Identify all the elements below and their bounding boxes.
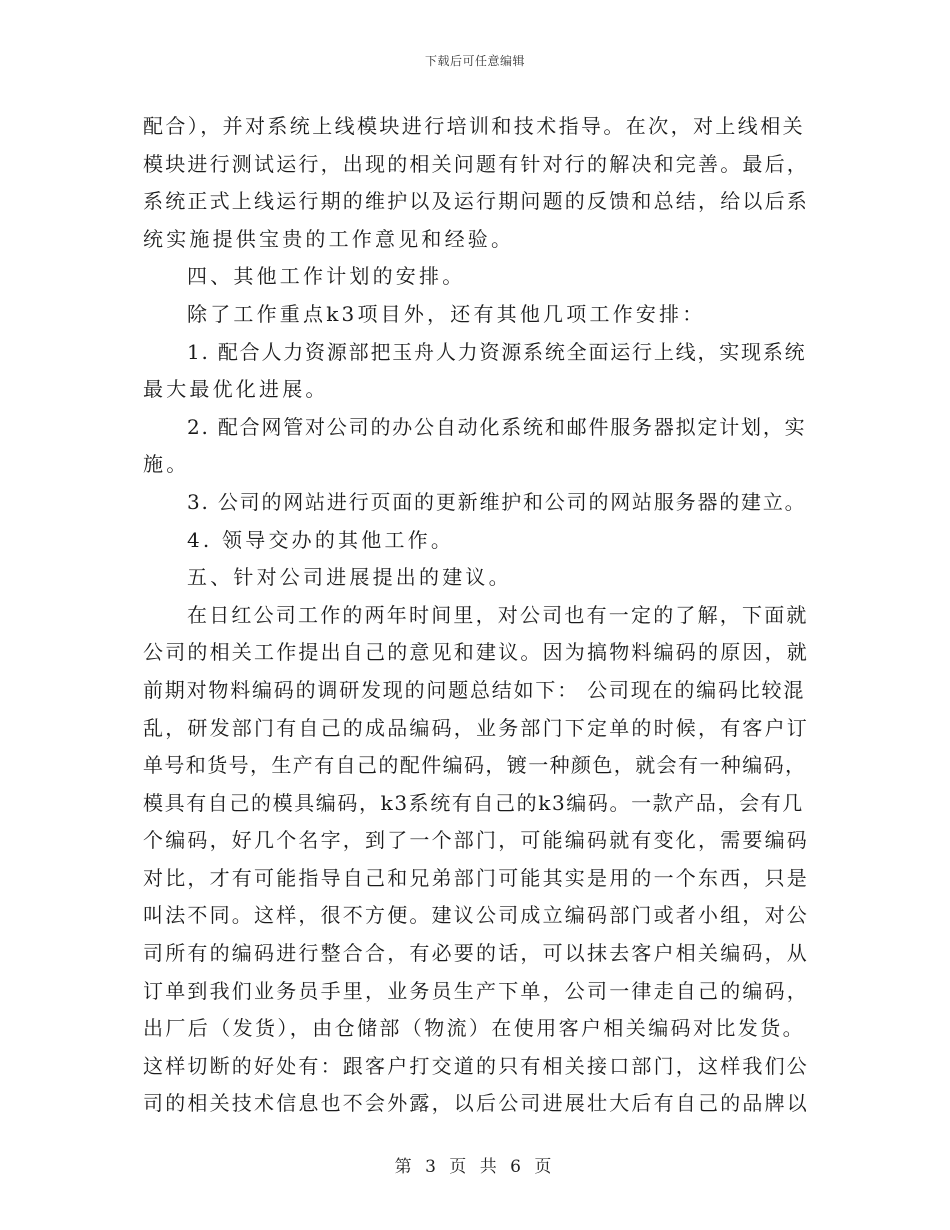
text-line: 系统正式上线运行期的维护以及运行期问题的反馈和总结，给以后系 <box>143 189 809 214</box>
text-line: 在日红公司工作的两年时间里，对公司也有一定的了解，下面就 <box>187 602 809 627</box>
text-line: 前期对物料编码的调研发现的问题总结如下： 公司现在的编码比较混 <box>143 677 806 702</box>
text-line: 司的相关技术信息也不会外露，以后公司进展壮大后有自己的品牌以 <box>143 1091 809 1116</box>
text-line: 乱，研发部门有自己的成品编码，业务部门下定单的时候，有客户订 <box>143 715 809 740</box>
text-line: 统实施提供宝贵的工作意见和经验。 <box>143 226 515 251</box>
text-line: 这样切断的好处有：跟客户打交道的只有相关接口部门，这样我们公 <box>143 1053 809 1078</box>
text-line: 3. 公司的网站进行页面的更新维护和公司的网站服务器的建立。 <box>187 489 807 514</box>
text-line: 施。 <box>143 452 190 477</box>
text-line: 订单到我们业务员手里，业务员生产下单，公司一律走自己的编码， <box>143 978 809 1003</box>
text-line: 对比，才有可能指导自己和兄弟部门可能其实是用的一个东西，只是 <box>143 865 809 890</box>
text-line: 司所有的编码进行整合合，有必要的话，可以抹去客户相关编码，从 <box>143 941 809 966</box>
text-line: 最大最优化进展。 <box>143 377 329 402</box>
text-line: 2. 配合网管对公司的办公自动化系统和邮件服务器拟定计划，实 <box>187 414 807 439</box>
document-body <box>143 108 809 1123</box>
page-number: 第 3 页 共 6 页 <box>394 1157 556 1177</box>
text-line: 单号和货号，生产有自己的配件编码，镀一种颜色，就会有一种编码， <box>143 753 807 778</box>
text-line: 配合），并对系统上线模块进行培训和技术指导。在次，对上线相关 <box>143 114 805 138</box>
text-line: 个编码，好几个名字，到了一个部门，可能编码就有变化，需要编码 <box>143 828 809 853</box>
text-line: 模具有自己的模具编码，k3系统有自己的k3编码。一款产品，会有几 <box>143 790 804 815</box>
text-line: 叫法不同。这样，很不方便。建议公司成立编码部门或者小组，对公 <box>143 903 809 928</box>
text-line: 除了工作重点k3项目外，还有其他几项工作安排： <box>187 301 706 326</box>
page-header: 下载后可任意编辑 <box>424 54 525 68</box>
text-line: 1. 配合人力资源部把玉舟人力资源系统全面运行上线，实现系统 <box>187 339 807 364</box>
text-line: 模块进行测试运行，出现的相关问题有针对行的解决和完善。最后， <box>143 151 809 176</box>
text-line: 四、其他工作计划的安排。 <box>187 264 466 289</box>
text-line: 五、针对公司进展提出的建议。 <box>187 565 512 590</box>
text-line: 公司的相关工作提出自己的意见和建议。因为搞物料编码的原因，就 <box>143 640 809 665</box>
text-line: 4. 领导交办的其他工作。 <box>187 527 455 552</box>
text-line: 出厂后（发货），由仓储部（物流）在使用客户相关编码对比发货。 <box>143 1016 805 1041</box>
